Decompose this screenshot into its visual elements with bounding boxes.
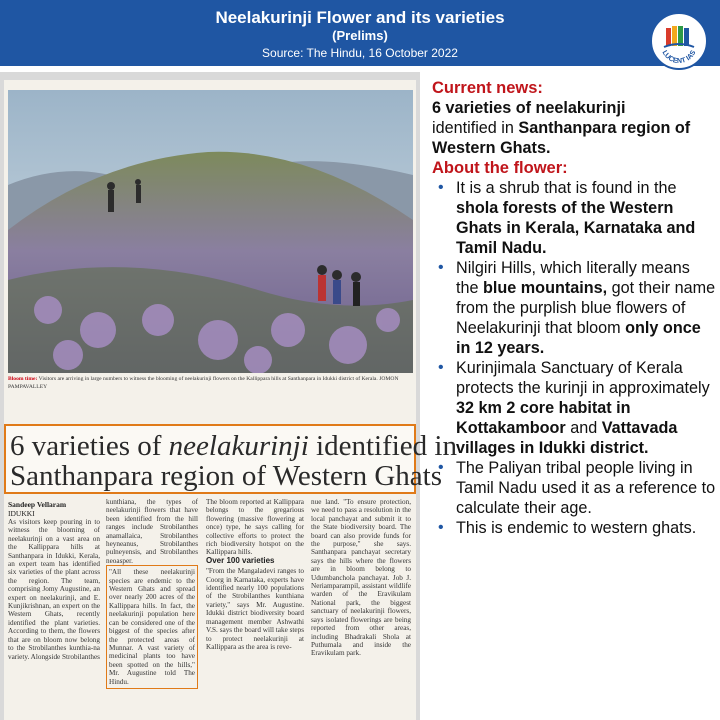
column-2-quote-box: "All these neelakurinji species are endemic to the Western Ghats and spread over nearly 200 acres of the Kallippara hills. In fact, the neelakurinji population here can be considered one of the biggest of the species after the protected areas of Munnar. A vast variety of medicinal plants too have been spotted on the hills," Mr. Augustine told The Hindu. — [106, 565, 198, 689]
bullet-item — [432, 518, 716, 538]
headline-italic: neelakurinji — [168, 430, 309, 462]
header-banner — [0, 0, 720, 66]
caption-lead: Bloom time: — [8, 376, 38, 382]
svg-text:LUCENT IAS — [661, 49, 698, 65]
bullet-bold: blue mountains, — [483, 279, 608, 297]
article-column-2 — [106, 498, 198, 689]
column-2-text-a: kunthiana, the types of neelakurinji flowers that have been identified from the hill ranges include Strobilanthes anamallaica, Strobilanthes heyneanus, Strobilanthes pulneyensis, and Strobilanthes neoasper. — [106, 498, 198, 565]
page-title: Neelakurinji Flower and its varieties — [215, 8, 505, 27]
bullet-bold: 32 km 2 core habitat in Kottakamboor — [456, 399, 631, 437]
current-news-text — [432, 98, 716, 158]
article-headline — [4, 424, 457, 494]
bullet-bold: Vattavada villages in Idukki district. — [456, 419, 678, 457]
current-news-label: Current news: — [432, 79, 543, 97]
headline-line2: Santhanpara region of Western Ghats — [10, 460, 442, 492]
current-news-bold: 6 varieties of neelakurinji — [432, 99, 626, 117]
about-bullets — [432, 178, 716, 538]
headline-part: identified in — [308, 430, 457, 462]
page-subtitle: (Prelims) — [332, 28, 388, 43]
about-label: About the flower: — [432, 159, 568, 177]
bullet-text: Nilgiri Hills, which literally means the — [456, 259, 690, 297]
column-3-text-a: The bloom reported at Kallippara belongs to the gregarious flowering (massive flowering at once) type, he says calling for collective efforts to protect the rich biodiversity hotspot on the Kallippara hills. — [206, 498, 304, 557]
photo-caption — [8, 375, 413, 391]
newspaper-page — [4, 80, 457, 720]
byline-place: IDUKKI — [8, 509, 35, 518]
bullet-bold: only once in 12 years. — [456, 319, 701, 357]
lucent-ias-logo — [650, 12, 708, 70]
current-news-region: Santhanpara region of Western Ghats. — [432, 119, 691, 157]
column-3-text-b: "From the Mangaladevi ranges to Coorg in Karnataka, experts have identified nearly 100 populations of the Strobilanthes kunthiana variety," says Mr. Augustine. Idukki district biodiversity board management member Ashwathi V.S. says the board will take steps to protect neelakurinji at Kallippara as the area is reve- — [206, 567, 304, 651]
hillside-photo — [8, 90, 413, 373]
article-column-1: As visitors keep pouring in to witness the blooming of neelakurinji on a vast area on the Kallippara hills at Santhanpara in Idukki, Kerala, an expert team has identified six varieties of the plant across the region. The team, comprising Jomy Augustine, an expert on neelakurinji, and E. Kunjikrishnan, an expert on the Western Ghats, recently identified the plant varieties. According to them, the flowers that are on bloom now belong to the Strobilanthes kunthia-na variety. Alongside Strobilanthes — [8, 518, 100, 661]
notes-panel — [432, 78, 716, 538]
bullet-text: Kurinjimala Sanctuary of Kerala protects the kurinji in approximately — [456, 359, 710, 397]
byline-name: Sandeep Vellaram — [8, 500, 67, 509]
bullet-item — [432, 358, 716, 458]
bullet-text: got their name from the purplish blue flowers of Neelakurinji that bloom — [456, 279, 716, 337]
bullet-item — [432, 178, 716, 258]
bullet-item — [432, 258, 716, 358]
caption-credit: JOMON PAMPAVALLEY — [8, 376, 399, 390]
caption-text: Visitors are arriving in large numbers to witness the blooming of neelakurinji flowers on the Kallippara hills at Santhanpara in Idukki district of Kerala. — [38, 376, 378, 382]
bullet-bold: shola forests of the Western Ghats in Kerala, Karnataka and Tamil Nadu. — [456, 199, 696, 257]
newspaper-clipping — [0, 72, 457, 720]
bullet-text: This is endemic to western ghats. — [456, 519, 697, 537]
bullet-text: The Paliyan tribal people living in Tamil Nadu used it as a reference to calculate their age. — [456, 459, 716, 517]
current-news-plain: identified in — [432, 119, 519, 137]
article-column-3 — [206, 498, 304, 651]
headline-part: 6 varieties of — [10, 430, 169, 462]
bullet-item — [432, 458, 716, 518]
logo-text: LUCENT IAS — [660, 49, 698, 66]
byline — [8, 500, 66, 518]
article-column-4: nue land. "To ensure protection, we need to pass a resolution in the local panchayat and submit it to the State biodiversity board. The board can also provide funds for the purpose," she says. Santhanpara panchayat secretary says the hills where the flowers are in bloom belong to Udumbanchola panchayat. Job J. Neriamparampil, assistant wildlife warden of the Eravikulam National park, the biggest sanctuary of neelakurinji flowers, says isolated flowerings are being reported from other areas, including Bhadrakali Shola at Puthumala and inside the Eravikulam park. — [311, 498, 411, 658]
bullet-text: It is a shrub that is found in the — [456, 179, 677, 197]
source-line: Source: The Hindu, 16 October 2022 — [262, 46, 458, 60]
column-3-heading: Over 100 varieties — [206, 555, 275, 565]
bullet-text: and — [565, 419, 602, 437]
